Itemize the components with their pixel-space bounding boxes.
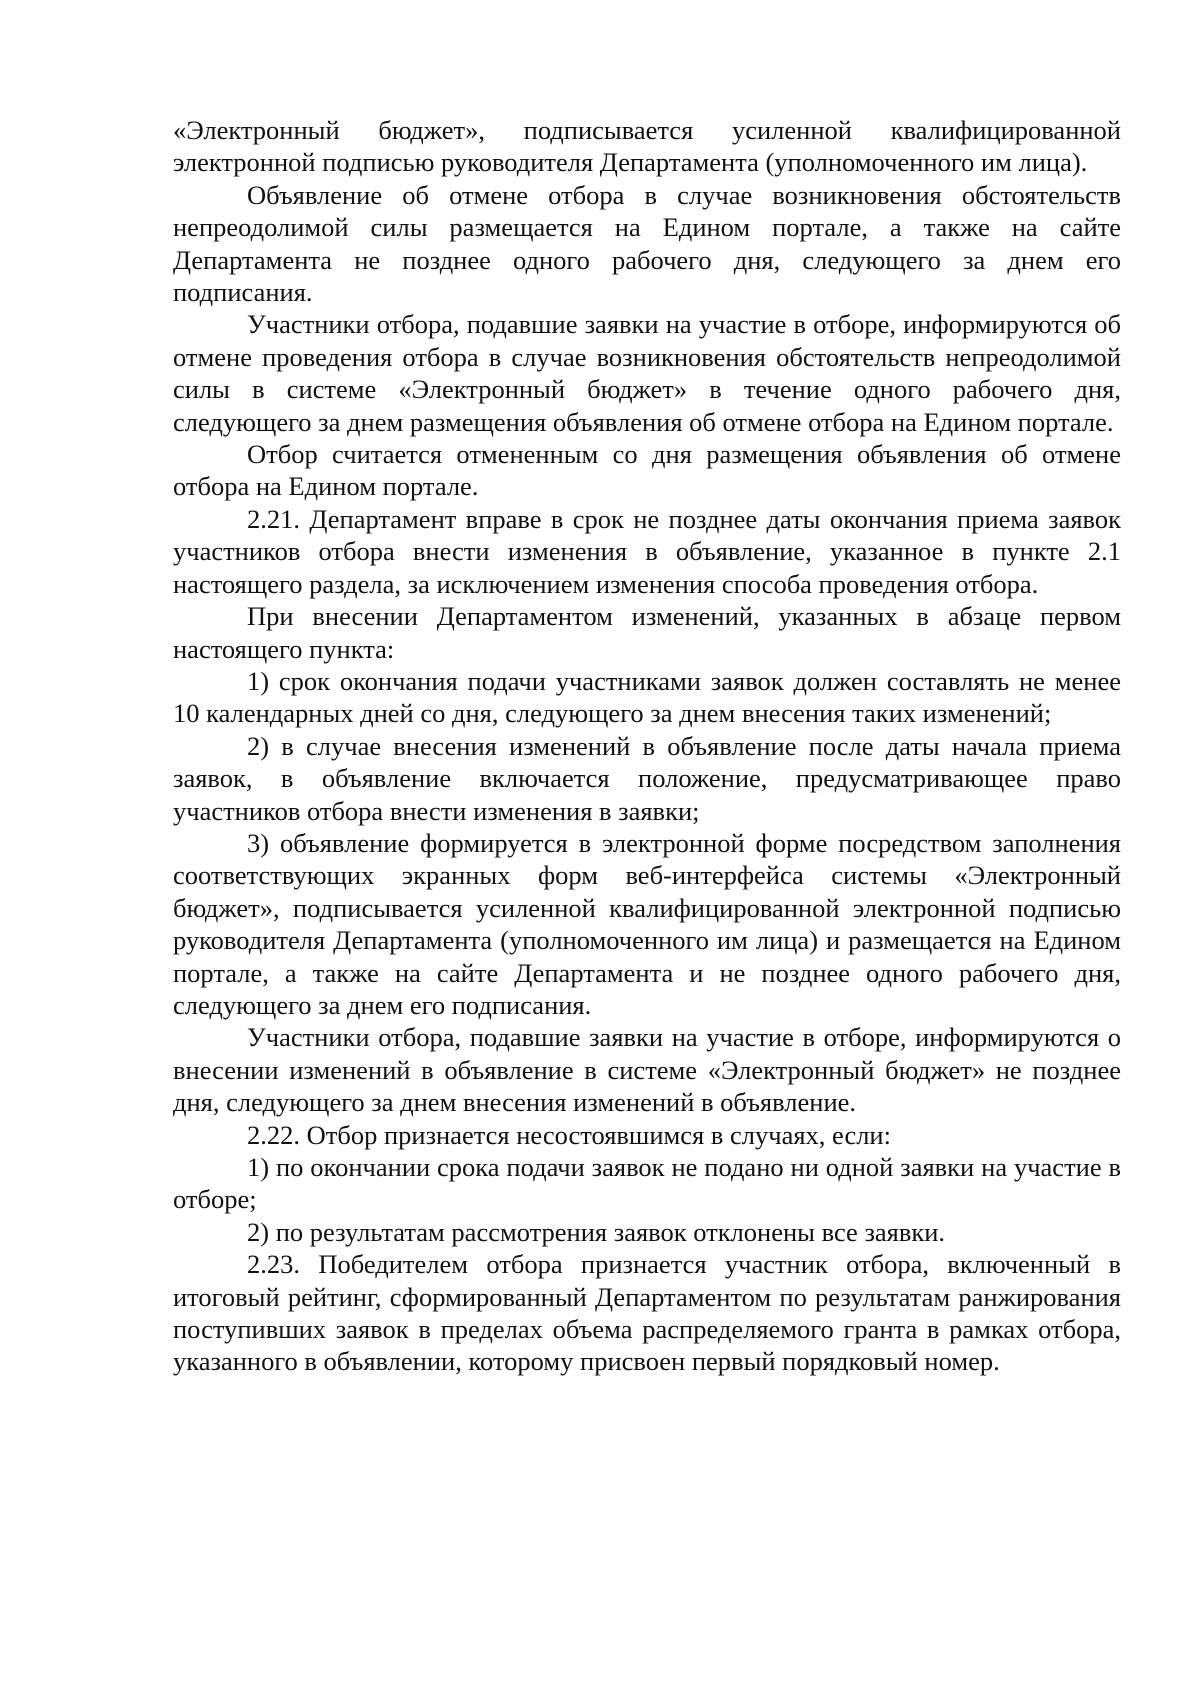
paragraph-cancellation-effective: Отбор считается отмененным со дня размещения объявления об отмене отбора на Едином портале. — [173, 439, 1121, 502]
document-page — [173, 114, 1121, 1378]
paragraph-2-21: 2.21. Департамент вправе в срок не позднее даты окончания приема заявок участников отбора внести изменения в объявление, указанное в пункте 2.1 настоящего раздела, за исключением изменения способа проведения отбора. — [173, 503, 1121, 599]
list-item-1-deadline: 1) срок окончания подачи участниками заявок должен составлять не менее 10 календарных дней со дня, следующего за днем внесения таких изменений; — [173, 665, 1121, 729]
paragraph-changes-intro: При внесении Департаментом изменений, указанных в абзаце первом настоящего пункта: — [173, 601, 1121, 664]
paragraph-continuation: «Электронный бюджет», подписывается усиленной квалифицированной электронной подписью руководителя Департамента (уполномоченного им лица). — [173, 115, 1121, 178]
list-item-3-announcement: 3) объявление формируется в электронной форме посредством заполнения соответствующих экранных форм веб-интерфейса системы «Электронный бюджет», подписывается усиленной квалифицированной электронной подписью руководителя Департамента (уполномоченного им лица) и размещается на Едином портале, а также на сайте Департамента и не позднее одного рабочего дня, следующего за днем его подписания. — [173, 827, 1121, 1020]
paragraph-cancellation-notice: Объявление об отмене отбора в случае возникновения обстоятельств непреодолимой силы размещается на Едином портале, а также на сайте Департамента не позднее одного рабочего дня, следующего за днем его подписания. — [173, 179, 1121, 308]
paragraph-2-23: 2.23. Победителем отбора признается участник отбора, включенный в итоговый рейтинг, сформированный Департаментом по результатам ранжирования поступивших заявок в пределах объема распределяемого гранта в рамках отбора, указанного в объявлении, которому присвоен первый порядковый номер. — [173, 1249, 1121, 1377]
paragraph-participants-informed-cancellation: Участники отбора, подавшие заявки на участие в отборе, информируются об отмене проведения отбора в случае возникновения обстоятельств непреодолимой силы в системе «Электронный бюджет» в течение одного рабочего дня, следующего за днем размещения объявления об отмене отбора на Едином портале. — [173, 309, 1121, 437]
list-item-2-changes: 2) в случае внесения изменений в объявление после даты начала приема заявок, в объявление включается положение, предусматривающее право участников отбора внести изменения в заявки; — [173, 730, 1121, 826]
list-item-2-all-rejected: 2) по результатам рассмотрения заявок отклонены все заявки. — [247, 1216, 946, 1247]
paragraph-2-22: 2.22. Отбор признается несостоявшимся в случаях, если: — [247, 1119, 891, 1150]
list-item-1-no-applications: 1) по окончании срока подачи заявок не подано ни одной заявки на участие в отборе; — [173, 1152, 1121, 1215]
paragraph-participants-informed-changes: Участники отбора, подавшие заявки на участие в отборе, информируются о внесении изменений в объявление в системе «Электронный бюджет» не позднее дня, следующего за днем внесения изменений в объявление. — [173, 1022, 1121, 1118]
